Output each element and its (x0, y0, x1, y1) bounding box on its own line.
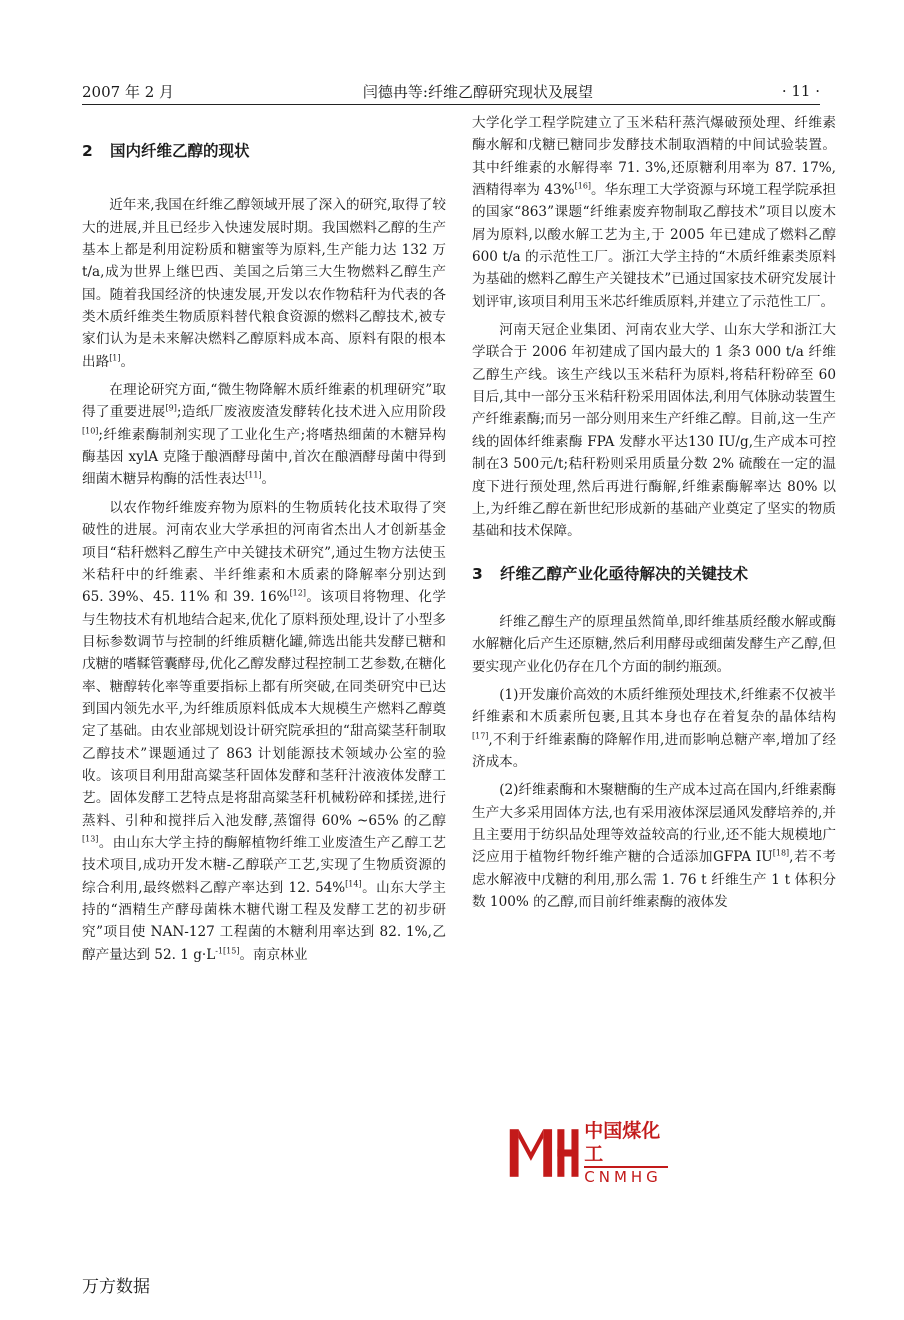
section-3-title: 纤维乙醇产业化亟待解决的关键技术 (500, 564, 749, 583)
header-page-number: · 11 · (781, 82, 820, 100)
paragraph-3-text: 以农作物纤维废弃物为原料的生物质转化技术取得了突破性的进展。河南农业大学承担的河南省杰出人才创新基金项目“秸秆燃料乙醇生产中关键技术研究”,通过生物方法使玉米秸秆中的纤维素、半纤维素和木质素的降解率分别达到 65. 39%、45. 11% 和 39. 16% (82, 499, 446, 606)
section-2-heading (82, 140, 446, 162)
paragraph-8-text: ,若不考虑水解液中戊糖的利用,那么需 1. 76 t 纤维生产 1 t 体积分数 100% 的乙醇,而目前纤维素酶的液体发 (472, 849, 837, 910)
paragraph-4 (472, 112, 836, 313)
punct: 。 (120, 353, 135, 370)
paragraph-5-text: 河南天冠企业集团、河南农业大学、山东大学和浙江大学联合于 2006 年初建成了国内最大的 1 条3 000 t/a 纤维乙醇生产线。该生产线以玉米秸秆为原料,将秸秆粉碎至 60 目后,其中一部分玉米秸秆粉采用固体法,利用气体脉动装置生产纤维素酶;而另一部分则用来生产纤维乙醇。目前,这一生产线的固体纤维素酶 FPA 发酵水平达130 IU/g,生产成本可控制在3 500元/t;秸秆粉则采用质量分数 2% 硫酸在一定的温度下进行预处理,然后再进行酶解,纤维素酶解率达 80% 以上,为纤维乙醇在新世纪形成新的基础产业奠定了坚实的物质基础和技术保障。 (472, 322, 836, 540)
citation: [9] (165, 403, 177, 413)
paragraph-3-text: 。由山东大学主持的酶解植物纤维工业废渣生产乙醇工艺技术项目,成功开发木糖-乙醇联产工艺,实现了生物质资源的综合利用,最终燃料乙醇产率达到 12. 54% (82, 834, 446, 896)
citation: [11] (245, 470, 262, 480)
paragraph-3-text: 。南京林业 (239, 946, 308, 963)
citation: [18] (772, 848, 790, 858)
right-column (472, 112, 836, 919)
citation: [16] (574, 181, 592, 191)
watermark-en: CNMHG (584, 1167, 662, 1186)
citation: [13] (82, 834, 99, 844)
citation: [17] (472, 731, 489, 741)
citation: [1] (109, 353, 121, 363)
footer-source: 万方数据 (82, 1277, 150, 1297)
paragraph-3 (82, 497, 446, 966)
paragraph-6 (472, 611, 836, 678)
punct: 。 (261, 471, 276, 488)
paragraph-3-text: 。该项目将物理、化学与生物技术有机地结合起来,优化了原料预处理,设计了小型多目标参数调节与控制的纤维质糖化罐,筛选出能共发酵已糖和戊糖的嗜鞣管囊酵母,优化乙醇发酵过程控制工艺参数,在糖化率、糖醇转化率等重要指标上都有所突破,在同类研究中已达到国内领先水平,为纤维质原料低成本大规模生产燃料乙醇奠定了基础。由农业部规划设计研究院承担的“甜高粱茎秆制取乙醇技术”课题通过了 863 计划能源技术领域办公室的验收。该项目利用甜高粱茎秆固体发酵和茎秆汁液液体发酵工艺。固体发酵工艺特点是将甜高粱茎秆机械粉碎和揉搓,进行蒸料、引种和搅拌后入池发酵,蒸馏得 60% ~65% 的乙醇 (82, 589, 447, 829)
paragraph-2-text: ;纤维素酶制剂实现了工业化生产;将嗜热细菌的木糖异构酶基因 xylA 克隆于酿酒酵母菌中,首次在酿酒酵母菌中得到细菌木糖异构酶的活性表达 (82, 426, 446, 488)
paragraph-8-text: (2)纤维素酶和木聚糖酶的生产成本过高在国内,纤维素酶生产大多采用固体方法,也有采用液体深层通风发酵培养的,并且主要用于纺织品处理等效益较高的行业,还不能大规模地广泛应用于植物纤 (472, 782, 836, 866)
paragraph-3-text: 。山东大学主持的“酒精生产酵母菌株木糖代谢工程及发酵工艺的初步研究”项目使 NAN-127 工程菌的木糖利用率达到 82. 1%,乙醇产量达到 52. 1 g·L (82, 879, 447, 963)
citation: [10] (82, 426, 99, 436)
paragraph-6-text: 纤维乙醇生产的原理虽然简单,即纤维基质经酸水解或酶水解糖化后产生还原糖,然后利用酵母或细菌发酵生产乙醇,但要实现产业化仍存在几个方面的制约瓶颈。 (472, 613, 836, 675)
header-date: 2007 年 2 月 (82, 82, 175, 101)
watermark-cn: 中国煤化工 (584, 1120, 668, 1168)
header-title: 闫德冉等:纤维乙醇研究现状及展望 (362, 82, 593, 101)
paragraph-2-text: 在理论研究方面,“微生物降解木质纤维素的机理研究”取得了重要进展 (82, 382, 446, 421)
section-2-number: 2 (82, 142, 93, 160)
watermark-logo-icon (508, 1122, 580, 1184)
paragraph-5 (472, 319, 836, 542)
left-column (82, 112, 446, 972)
paragraph-1 (82, 194, 446, 373)
paragraph-7-text: (1)开发廉价高效的木质纤维预处理技术,纤维素不仅被半纤维素和木质素所包裹,且其本身也存在着复杂的晶体结构 (472, 686, 836, 726)
citation: [15] (223, 946, 240, 956)
unit-exponent: -1 (215, 946, 224, 956)
paragraph-4-text: 。华东理工大学资源与环境工程学院承担的国家“863”课题“纤维素废弃物制取乙醇技术”项目以废木屑为原料,以酸水解工艺为主,于 2005 年已建成了燃料乙醇 600 t/a 的示范性工厂。浙江大学主持的“木质纤维素类原料为基础的燃料乙醇生产关键技术”已通过国家技术研究发展计划评审,该项目利用玉米芯纤维质原料,并建立了示范性工厂。 (472, 182, 836, 310)
section-2-title: 国内纤维乙醇的现状 (110, 142, 250, 160)
paragraph-7 (472, 684, 836, 773)
paragraph-2 (82, 379, 446, 491)
paragraph-8-text: GFPA IU (713, 849, 773, 866)
paragraph-2-text: ;造纸厂废液废渣发酵转化技术进入应用阶段 (176, 404, 446, 421)
paragraph-4-text: 大学化学工程学院建立了玉米秸秆蒸汽爆破预处理、纤维素酶水解和戊糖已糖同步发酵技术制取酒精的中间试验装置。其中纤维素的水解得率 71. 3%,还原糖利用率为 87. 17%,酒精得率为 43% (472, 115, 836, 199)
citation: [14] (345, 879, 362, 889)
watermark-text (584, 1120, 668, 1186)
paragraph-1-text: 近年来,我国在纤维乙醇领域开展了深入的研究,取得了较大的进展,并且已经步入快速发展时期。我国燃料乙醇的生产基本上都是利用淀粉质和糖蜜等为原料,生产能力达 132 万 t/a,成为世界上继巴西、美国之后第三大生物燃料乙醇生产国。随着我国经济的快速发展,开发以农作物秸秆为代表的各类木质纤维类生物质原料替代粮食资源的燃料乙醇技术,被专家们认为是未来解决燃料乙醇原料成本高、原料有限的根本出路 (82, 197, 446, 370)
watermark (508, 1120, 668, 1186)
section-3-number: 3 (472, 564, 483, 583)
section-3-heading (472, 563, 836, 585)
citation: [12] (289, 588, 306, 598)
paragraph-8-text: 物纤维产糖的合适添加 (571, 849, 713, 866)
paragraph-8 (472, 779, 836, 913)
running-header (82, 78, 820, 105)
paragraph-7-text: ,不利于纤维素酶的降解作用,进而影响总糖产率,增加了经济成本。 (472, 731, 836, 770)
